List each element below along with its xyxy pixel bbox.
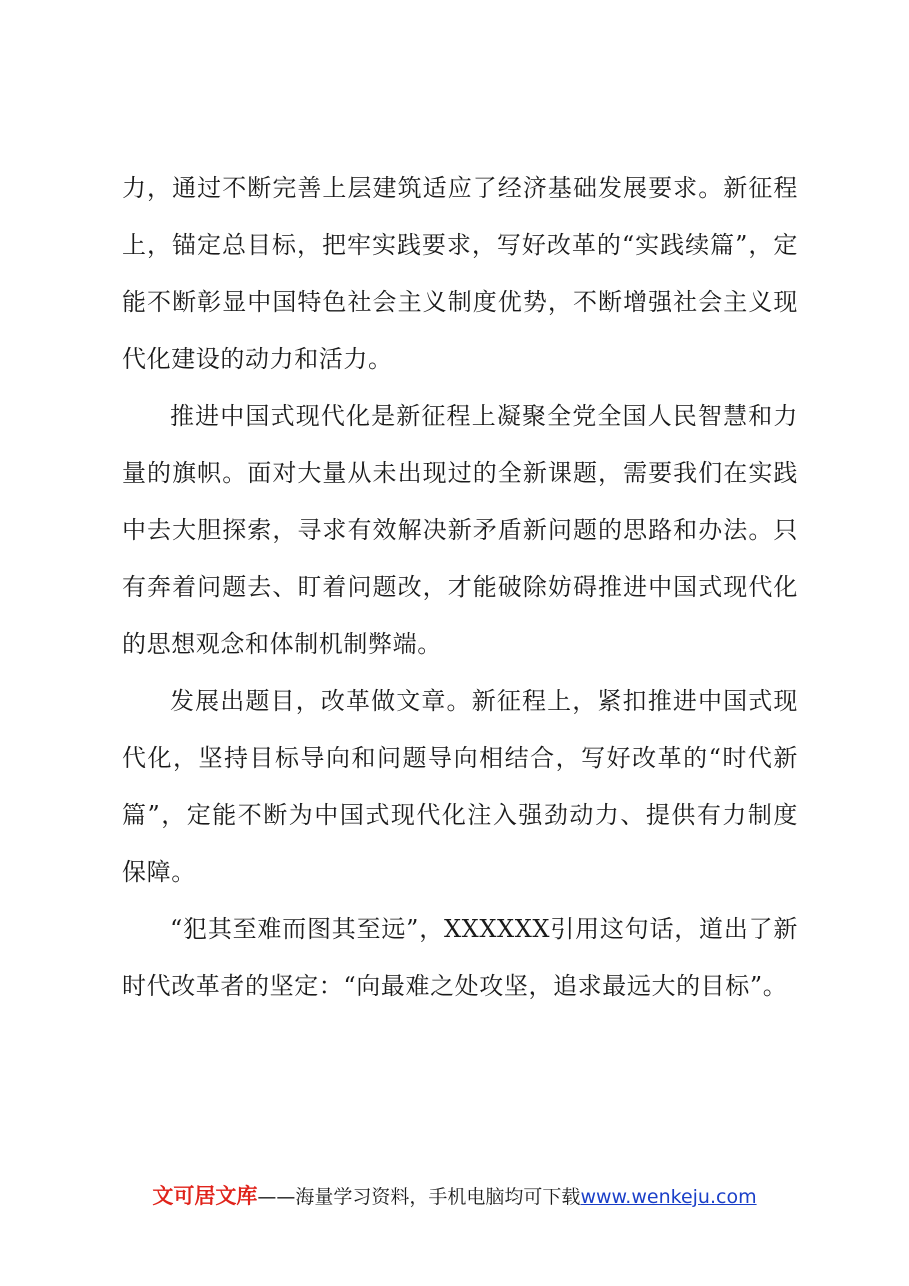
- footer-tagline: ——海量学习资料，手机电脑均可下载: [257, 1186, 581, 1208]
- paragraph-1: 力，通过不断完善上层建筑适应了经济基础发展要求。新征程上，锚定总目标，把牢实践要求，写好改革的“实践续篇”，定能不断彰显中国特色社会主义制度优势，不断增强社会主义现代化建设的动力和活力。: [122, 174, 798, 373]
- paragraph-3: 发展出题目，改革做文章。新征程上，紧扣推进中国式现代化，坚持目标导向和问题导向相结合，写好改革的“时代新篇”，定能不断为中国式现代化注入强劲动力、提供有力制度保障。: [122, 687, 798, 886]
- footer: [0, 1182, 909, 1211]
- document-body: [122, 160, 798, 1015]
- paragraph-2: 推进中国式现代化是新征程上凝聚全党全国人民智慧和力量的旗帜。面对大量从未出现过的全新课题，需要我们在实践中去大胆探索，寻求有效解决新矛盾新问题的思路和办法。只有奔着问题去、盯着问题改，才能破除妨碍推进中国式现代化的思想观念和体制机制弊端。: [122, 402, 798, 658]
- paragraph-4: “犯其至难而图其至远”，XXXXXX引用这句话，道出了新时代改革者的坚定：“向最难之处攻坚，追求最远大的目标”。: [122, 915, 798, 1000]
- footer-brand: 文可居文库: [152, 1184, 258, 1208]
- footer-site-link[interactable]: www.wenkeju.com: [580, 1186, 757, 1208]
